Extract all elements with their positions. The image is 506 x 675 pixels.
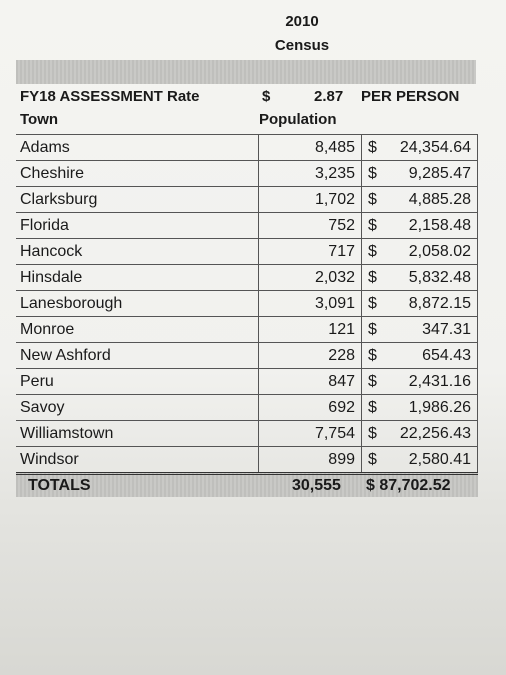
population-cell: 692 [259,395,362,421]
totals-population: 30,555 [292,477,341,494]
amount-cell: 1,986.26 [384,395,478,421]
amount-cell: 654.43 [384,343,478,369]
table-row [16,161,478,187]
population-cell: 847 [259,369,362,395]
town-cell: Savoy [16,395,259,421]
table-row [16,291,478,317]
population-cell: 899 [259,447,362,473]
census-header [252,10,352,58]
amount-cell: 22,256.43 [384,421,478,447]
table-row [16,317,478,343]
population-cell: 717 [259,239,362,265]
assessment-table [16,134,478,473]
amount-cell: 9,285.47 [384,161,478,187]
population-column-header: Population [259,111,337,128]
amount-cell: 8,872.15 [384,291,478,317]
amount-cell: 2,158.48 [384,213,478,239]
town-cell: Florida [16,213,259,239]
totals-amount: $ 87,702.52 [366,477,451,494]
table-row [16,265,478,291]
totals-label: TOTALS [28,477,91,494]
currency-cell: $ [362,135,385,161]
town-cell: Hancock [16,239,259,265]
town-cell: Adams [16,135,259,161]
town-cell: New Ashford [16,343,259,369]
currency-cell: $ [362,395,385,421]
table-row [16,187,478,213]
amount-cell: 347.31 [384,317,478,343]
rate-label: FY18 ASSESSMENT Rate [20,88,200,105]
census-label: Census [274,37,330,54]
town-cell: Peru [16,369,259,395]
population-cell: 752 [259,213,362,239]
town-cell: Windsor [16,447,259,473]
totals-row [16,472,478,497]
assessment-rate-row [16,86,486,108]
rate-value: 2.87 [314,88,344,105]
town-cell: Monroe [16,317,259,343]
population-cell: 121 [259,317,362,343]
table-row [16,343,478,369]
table-row [16,369,478,395]
rate-unit: PER PERSON [361,88,460,105]
population-cell: 3,235 [259,161,362,187]
rate-currency: $ [262,88,271,105]
currency-cell: $ [362,343,385,369]
table-row [16,239,478,265]
amount-cell: 4,885.28 [384,187,478,213]
town-cell: Lanesborough [16,291,259,317]
population-cell: 1,702 [259,187,362,213]
population-cell: 3,091 [259,291,362,317]
table-row [16,213,478,239]
town-cell: Hinsdale [16,265,259,291]
currency-cell: $ [362,213,385,239]
currency-cell: $ [362,187,385,213]
town-column-header: Town [20,111,59,128]
amount-cell: 5,832.48 [384,265,478,291]
amount-cell: 2,431.16 [384,369,478,395]
currency-cell: $ [362,239,385,265]
amount-cell: 2,058.02 [384,239,478,265]
header-shaded-band [16,60,476,84]
table-row [16,135,478,161]
population-cell: 228 [259,343,362,369]
bleed-through-text [90,495,506,665]
table-row [16,421,478,447]
population-cell: 7,754 [259,421,362,447]
currency-cell: $ [362,317,385,343]
currency-cell: $ [362,161,385,187]
currency-cell: $ [362,421,385,447]
town-cell: Clarksburg [16,187,259,213]
census-year: 2010 [285,13,319,30]
town-cell: Cheshire [16,161,259,187]
population-cell: 8,485 [259,135,362,161]
currency-cell: $ [362,447,385,473]
table-row [16,447,478,473]
population-cell: 2,032 [259,265,362,291]
town-cell: Williamstown [16,421,259,447]
amount-cell: 24,354.64 [384,135,478,161]
currency-cell: $ [362,291,385,317]
table-row [16,395,478,421]
amount-cell: 2,580.41 [384,447,478,473]
currency-cell: $ [362,265,385,291]
currency-cell: $ [362,369,385,395]
